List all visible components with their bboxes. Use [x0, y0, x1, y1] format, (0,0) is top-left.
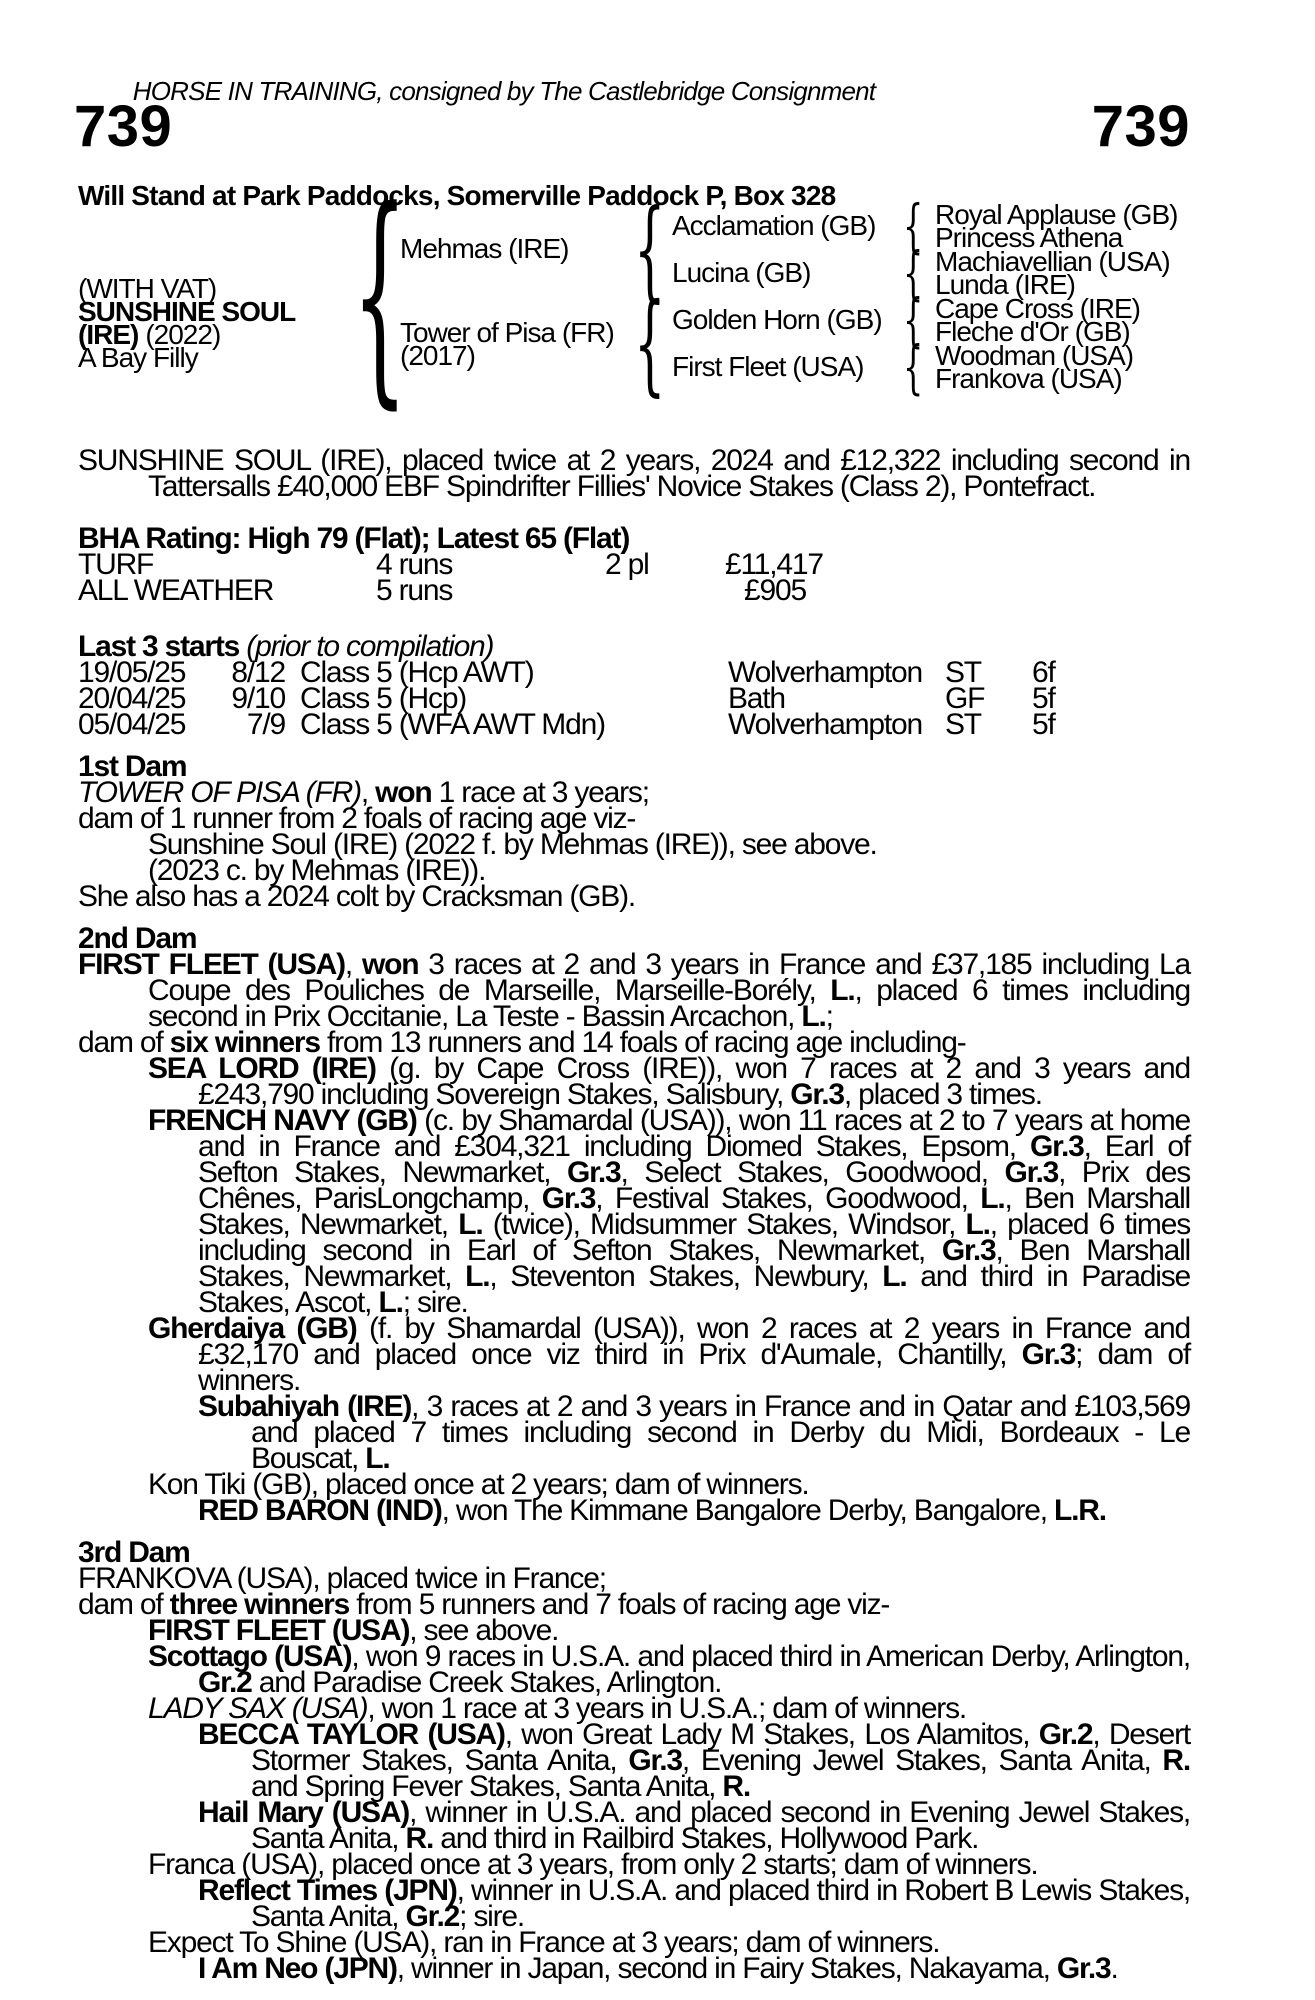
- race-record-cell: 5f: [1032, 708, 1055, 741]
- race-record-cell: 05/04/25: [78, 708, 186, 741]
- dam-name: Tower of Pisa (FR): [400, 317, 614, 348]
- catalogue-paragraph: [78, 1718, 1190, 1803]
- catalogue-paragraph: [78, 1052, 1190, 1111]
- race-record-cell: 5f: [1032, 682, 1055, 715]
- bold-run: I Am Neo (JPN): [198, 1952, 397, 1985]
- horse-description: A Bay Filly: [78, 342, 198, 373]
- text-run: , placed 3 times.: [843, 1078, 1042, 1111]
- surface-cell: [605, 578, 725, 604]
- catalogue-paragraph: [78, 1874, 1191, 1933]
- text-run: and third in Railbird Stakes, Hollywood Park.: [433, 1822, 979, 1855]
- text-run: , placed 6 times including second in Prix Occitanie, La Teste - Bassin Arcachon,: [148, 974, 1190, 1033]
- text-run: , winner in Japan, second in Fairy Stakes, Nakayama,: [396, 1952, 1057, 1985]
- text-run: , won The Kimmane Bangalore Derby, Bangalore,: [441, 1494, 1055, 1527]
- text-run: (c. by Shamardal (USA)), won 11 races at 2 to 7 years at home and in France and £304,321 including Diomed Stakes, Epsom,: [198, 1104, 1190, 1163]
- bold-run: Gr.3: [541, 1182, 596, 1215]
- bold-run: Subahiyah (IRE): [198, 1390, 412, 1423]
- surface-cell: ALL WEATHER: [78, 574, 274, 607]
- bold-run: Gr.3: [1004, 1156, 1059, 1189]
- text-run: from 13 runners and 14 foals of racing age including-: [319, 1026, 966, 1059]
- bold-run: Gr.3: [1021, 1338, 1076, 1371]
- last3-starts: [78, 630, 1190, 741]
- text-run: , see above.: [409, 1614, 559, 1647]
- text-run: 1 race at 3 years;: [431, 776, 649, 809]
- text-run: , Select Stakes, Goodwood,: [620, 1156, 1005, 1189]
- bold-run: FIRST FLEET (USA): [148, 1614, 410, 1647]
- dam-heading: 1st Dam: [78, 750, 187, 783]
- bold-run: L.: [882, 1260, 907, 1293]
- great-grandparent-name: Cape Cross (IRE): [935, 293, 1140, 324]
- bold-run: FIRST FLEET (USA): [78, 948, 345, 981]
- great-grandparent-name: Woodman (USA): [935, 340, 1134, 371]
- race-record-cell: Class 5 (Hcp AWT): [300, 656, 534, 689]
- horse-country-suffix: (IRE): [78, 319, 139, 350]
- surface-cell: TURF: [78, 548, 154, 581]
- race-record-cell: 7/9: [246, 708, 285, 741]
- bold-run: L.: [378, 1286, 403, 1319]
- bold-run: L.: [465, 1260, 490, 1293]
- bold-run: FRENCH NAVY (GB): [148, 1104, 417, 1137]
- pedigree-brace: [903, 338, 923, 396]
- bold-run: L.R.: [1054, 1494, 1106, 1527]
- text-run: ; sire.: [459, 1900, 525, 1933]
- race-record-cell: ST: [945, 656, 981, 689]
- text-run: She also has a 2024 colt by Cracksman (GB).: [78, 880, 636, 913]
- bold-run: L.: [830, 974, 855, 1007]
- bold-run: Scottago (USA): [148, 1640, 352, 1673]
- great-grandparent-name: Fleche d'Or (GB): [935, 316, 1130, 347]
- bold-run: Gr.2: [405, 1900, 460, 1933]
- catalogue-paragraph: [78, 948, 1190, 1033]
- bold-run: won: [361, 948, 419, 981]
- text-run: dam of: [78, 1026, 170, 1059]
- race-record-row: [78, 708, 1190, 741]
- surface-cell: 2 pl: [605, 548, 649, 581]
- catalogue-paragraph: [78, 1796, 1190, 1855]
- bold-run: Gr.3: [941, 1234, 996, 1267]
- race-record-cell: 20/04/25: [78, 682, 186, 715]
- pedigree-brace: [634, 288, 666, 398]
- text-run: , Earl of Sefton Stakes, Newmarket,: [198, 1130, 1190, 1189]
- stand-location-line: Will Stand at Park Paddocks, Somerville Paddock P, Box 328: [78, 180, 836, 211]
- last3-rows: [78, 656, 1190, 741]
- text-run: from 5 runners and 7 foals of racing age viz-: [349, 1588, 890, 1621]
- dam-heading: 3rd Dam: [78, 1536, 190, 1569]
- catalogue-paragraph: [78, 1494, 1190, 1527]
- surface-summary: [78, 548, 1190, 607]
- black-type-paragraph: [78, 444, 1190, 503]
- vat-note: (WITH VAT): [78, 273, 217, 304]
- bold-run: BECCA TAYLOR (USA): [198, 1718, 505, 1751]
- text-run: , won 9 races in U.S.A. and placed third in American Derby, Arlington,: [351, 1640, 1190, 1673]
- text-run: , Ben Marshall Stakes, Newmarket,: [198, 1182, 1190, 1241]
- text-run: dam of: [78, 1588, 170, 1621]
- race-record-row: [78, 682, 1190, 715]
- text-run: , 3 races at 2 and 3 years in France and in Qatar and £103,569 and placed 7 times including second in Derby du Midi, Bordeaux - Le Bouscat,: [251, 1390, 1190, 1475]
- race-record-cell: 6f: [1032, 656, 1055, 689]
- dam-heading: 2nd Dam: [78, 922, 197, 955]
- last3-heading-bold: Last 3 starts: [78, 630, 247, 663]
- text-run: , won Great Lady M Stakes, Los Alamitos,: [504, 1718, 1039, 1751]
- text-run: , Prix des Chênes, ParisLongchamp,: [198, 1156, 1190, 1215]
- bold-run: Gr.3: [1056, 1952, 1111, 1985]
- pedigree-brace: [352, 181, 408, 411]
- bold-run: Reflect Times (JPN): [198, 1874, 457, 1907]
- text-run: (twice), Midsummer Stakes, Windsor,: [482, 1208, 966, 1241]
- text-run: ; dam of winners.: [198, 1338, 1190, 1397]
- surface-record-row: [78, 574, 1190, 607]
- great-grandparent-name: Princess Athena: [935, 222, 1123, 253]
- text-run: and Spring Fever Stakes, Santa Anita,: [251, 1770, 723, 1803]
- bold-run: L.: [801, 1000, 826, 1033]
- sire-name: Mehmas (IRE): [400, 233, 569, 264]
- bold-run: Gr.3: [1030, 1130, 1084, 1163]
- race-record-cell: GF: [945, 682, 985, 715]
- text-run: ; sire.: [402, 1286, 468, 1319]
- great-grandparent-name: Frankova (USA): [935, 363, 1122, 394]
- race-record-cell: 19/05/25: [78, 656, 186, 689]
- text-run: , winner in U.S.A. and placed second in Evening Jewel Stakes, Santa Anita,: [251, 1796, 1190, 1855]
- bold-run: R.: [405, 1822, 434, 1855]
- bold-run: won: [375, 776, 432, 809]
- great-grandparent-name: Royal Applause (GB): [935, 199, 1178, 230]
- bold-run: Gr.3: [566, 1156, 621, 1189]
- text-run: and third in Paradise Stakes, Ascot,: [198, 1260, 1191, 1319]
- bold-run: R.: [722, 1770, 750, 1803]
- text-run: 3 races at 2 and 3 years in France and £37,185 including La Coupe des Pouliches de Marseille, Marseille-Borély,: [148, 948, 1190, 1007]
- catalogue-paragraph: [78, 1952, 1190, 1985]
- bha-rating-heading: BHA Rating: High 79 (Flat); Latest 65 (Flat): [78, 522, 630, 555]
- surface-cell: 4 runs: [376, 548, 453, 581]
- catalogue-body: [78, 444, 1191, 1985]
- horse-foaling-year: (2022): [145, 319, 221, 350]
- bold-run: L.: [458, 1208, 483, 1241]
- text-run: ,: [360, 776, 376, 809]
- text-run: ;: [825, 1000, 833, 1033]
- italic-run: TOWER OF PISA (FR): [78, 776, 361, 809]
- dam-sections: [78, 750, 1191, 1985]
- text-run: , Steventon Stakes, Newbury,: [489, 1260, 883, 1293]
- horse-name: SUNSHINE SOUL: [78, 296, 296, 327]
- catalogue-paragraph: [78, 880, 1190, 913]
- surface-cell: £905: [744, 574, 806, 607]
- dam-sire-name: Golden Horn (GB): [672, 304, 882, 335]
- great-grandparent-name: Lunda (IRE): [935, 269, 1075, 300]
- lot-number-right: 739: [1091, 94, 1190, 159]
- bold-run: Gr.2: [198, 1666, 252, 1699]
- bold-run: L.: [980, 1182, 1005, 1215]
- text-run: and Paradise Creek Stakes, Arlington.: [251, 1666, 722, 1699]
- great-grandparent-name: Machiavellian (USA): [935, 246, 1170, 277]
- bold-run: Gr.2: [1038, 1718, 1093, 1751]
- bold-run: Gr.3: [790, 1078, 844, 1111]
- text-run: , won 1 race at 3 years in U.S.A.; dam of winners.: [367, 1692, 967, 1725]
- text-run: (g. by Cape Cross (IRE)), won 7 races at 2 and 3 years and £243,790 including Sovereign Stakes, Salisbury,: [198, 1052, 1190, 1111]
- sire-sire-name: Acclamation (GB): [672, 210, 876, 241]
- text-run: dam of 1 runner from 2 foals of racing age viz-: [78, 802, 636, 835]
- text-run: (f. by Shamardal (USA)), won 2 races at 2 years in France and £32,170 and placed once viz third in Prix d'Aumale, Chantilly,: [198, 1312, 1190, 1371]
- bold-run: Gr.3: [628, 1744, 682, 1777]
- text-run: , Evening Jewel Stakes, Santa Anita,: [681, 1744, 1163, 1777]
- race-record-cell: ST: [945, 708, 981, 741]
- bold-run: three winners: [169, 1588, 350, 1621]
- catalogue-paragraph: [78, 1640, 1190, 1699]
- text-run: FRANKOVA (USA), placed twice in France;: [78, 1562, 606, 1595]
- text-run: Franca (USA), placed once at 3 years, from only 2 starts; dam of winners.: [148, 1848, 1038, 1881]
- catalogue-paragraph: [78, 1104, 1191, 1319]
- text-run: , Festival Stakes, Goodwood,: [595, 1182, 981, 1215]
- bold-run: L.: [365, 1442, 390, 1475]
- lot-number-left: 739: [74, 94, 173, 159]
- catalogue-paragraph: [78, 1312, 1190, 1397]
- race-record-cell: Class 5 (Hcp): [300, 682, 467, 715]
- bold-run: six winners: [169, 1026, 320, 1059]
- last3-heading-italic: (prior to compilation): [246, 630, 494, 663]
- italic-run: LADY SAX (USA): [148, 1692, 368, 1725]
- text-run: Kon Tiki (GB), placed once at 2 years; dam of winners.: [148, 1468, 809, 1501]
- race-record-cell: Wolverhampton: [728, 656, 922, 689]
- bold-run: Gherdaiya (GB): [148, 1312, 357, 1345]
- bold-run: SEA LORD (IRE): [148, 1052, 376, 1085]
- dam-dam-name: First Fleet (USA): [672, 351, 864, 382]
- race-record-cell: Wolverhampton: [728, 708, 922, 741]
- race-record-cell: Class 5 (WFA AWT Mdn): [300, 708, 605, 741]
- text-run: , Ben Marshall Stakes, Newmarket,: [198, 1234, 1190, 1293]
- surface-cell: £11,417: [725, 548, 823, 581]
- text-run: , Desert Stormer Stakes, Santa Anita,: [251, 1718, 1190, 1777]
- bold-run: L.: [965, 1208, 990, 1241]
- race-record-cell: 9/10: [231, 682, 285, 715]
- text-run: , placed 6 times including second in Earl of Sefton Stakes, Newmarket,: [198, 1208, 1191, 1267]
- bold-run: RED BARON (IND): [198, 1494, 442, 1527]
- bold-run: Hail Mary (USA): [198, 1796, 410, 1829]
- bold-run: R.: [1162, 1744, 1190, 1777]
- race-record-cell: 8/12: [231, 656, 285, 689]
- text-run: .: [1110, 1952, 1118, 1985]
- text-run: ,: [344, 948, 362, 981]
- dam-year: (2017): [400, 340, 475, 371]
- surface-cell: 5 runs: [376, 574, 453, 607]
- race-record-cell: Bath: [728, 682, 785, 715]
- text-run: Expect To Shine (USA), ran in France at 3 years; dam of winners.: [148, 1926, 940, 1959]
- text-run: , winner in U.S.A. and placed third in Robert B Lewis Stakes, Santa Anita,: [251, 1874, 1191, 1933]
- sire-dam-name: Lucina (GB): [672, 257, 811, 288]
- text-run: Sunshine Soul (IRE) (2022 f. by Mehmas (IRE)), see above.: [148, 828, 877, 861]
- catalogue-paragraph: [78, 1390, 1190, 1475]
- text-run: SUNSHINE SOUL (IRE), placed twice at 2 years, 2024 and £12,322 including second in Tattersalls £40,000 EBF Spindrifter Fillies' Novice Stakes (Class 2), Pontefract.: [78, 444, 1190, 503]
- page-header-title: HORSE IN TRAINING, consigned by The Castlebridge Consignment: [132, 76, 876, 106]
- text-run: (2023 c. by Mehmas (IRE)).: [148, 854, 486, 887]
